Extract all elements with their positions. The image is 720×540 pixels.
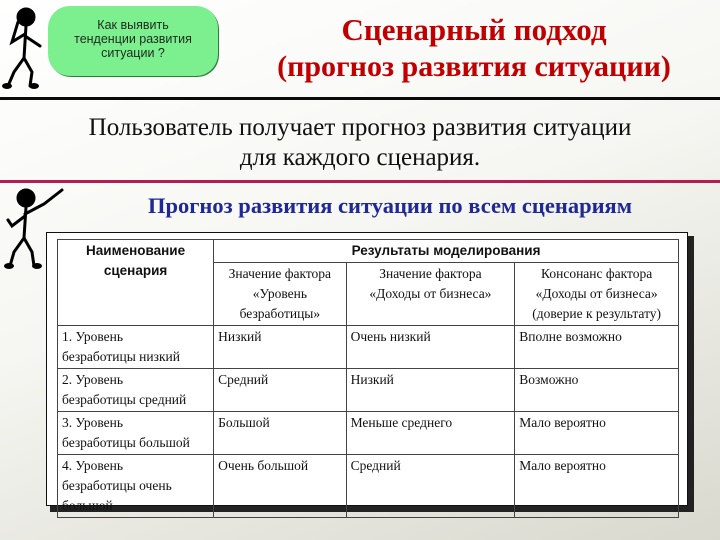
thinking-figure-icon	[2, 6, 52, 90]
results-column-header: Результаты моделирования	[214, 240, 679, 263]
subheader-line: «Доходы от бизнеса»	[535, 286, 658, 301]
scenario-cell	[58, 412, 214, 455]
subheader-line: безработицы»	[239, 306, 321, 321]
scenario-cell	[58, 326, 214, 369]
callout-line: тенденции развития	[74, 32, 192, 46]
body-text-line: для каждого сценария.	[239, 144, 481, 171]
cell-line: 3. Уровень	[62, 415, 124, 430]
factor-cell: Средний	[214, 369, 346, 412]
cell-line: 4. Уровень	[62, 458, 124, 473]
income-cell: Меньше среднего	[346, 412, 515, 455]
table-header-row	[58, 240, 679, 263]
body-text-line: Пользователь получает прогноз развития ситуации	[88, 114, 632, 141]
income-cell: Средний	[346, 455, 515, 518]
income-cell: Очень низкий	[346, 326, 515, 369]
page-subtitle: (прогноз развития ситуации)	[277, 50, 671, 83]
cell-line: безработицы большой	[62, 435, 190, 450]
scenario-cell	[58, 455, 214, 518]
section-heading: Прогноз развития ситуации по всем сценариям	[147, 193, 633, 218]
scenario-cell	[58, 369, 214, 412]
table-row	[58, 455, 679, 518]
cell-line: безработицы средний	[62, 392, 187, 407]
cell-line: 2. Уровень	[62, 372, 124, 387]
table-row	[58, 326, 679, 369]
income-cell: Низкий	[346, 369, 515, 412]
consonance-subheader	[515, 263, 679, 326]
subheader-line: Консонанс фактора	[541, 266, 653, 281]
subheader-line: Значение фактора	[228, 266, 332, 281]
scenario-column-header: Наименование сценария	[58, 240, 214, 326]
table-row	[58, 369, 679, 412]
callout-line: ситуации ?	[101, 46, 165, 60]
subheader-line: Значение фактора	[379, 266, 482, 281]
cell-line: безработицы низкий	[62, 349, 180, 364]
page-title: Сценарный подход	[341, 12, 607, 47]
factor-cell: Очень большой	[214, 455, 346, 518]
subheader-line: «Доходы от бизнеса»	[369, 286, 492, 301]
divider	[0, 180, 720, 183]
cell-line: 1. Уровень	[62, 329, 124, 344]
consonance-cell: Вполне возможно	[515, 326, 679, 369]
subheader-line: «Уровень	[252, 286, 308, 301]
consonance-cell: Мало вероятно	[515, 455, 679, 518]
factor-cell: Большой	[214, 412, 346, 455]
divider	[0, 97, 720, 100]
subheader-line: (доверие к результату)	[532, 306, 662, 321]
cell-line: большой	[62, 498, 113, 513]
consonance-cell: Мало вероятно	[515, 412, 679, 455]
cell-line: безработицы очень	[62, 478, 172, 493]
factor-cell: Низкий	[214, 326, 346, 369]
table-row	[58, 412, 679, 455]
income-subheader	[346, 263, 515, 326]
factor-subheader	[214, 263, 346, 326]
callout-line: Как выявить	[97, 18, 169, 32]
consonance-cell: Возможно	[515, 369, 679, 412]
question-callout	[48, 6, 218, 76]
forecast-table-panel	[46, 232, 688, 513]
forecast-table	[57, 239, 679, 518]
